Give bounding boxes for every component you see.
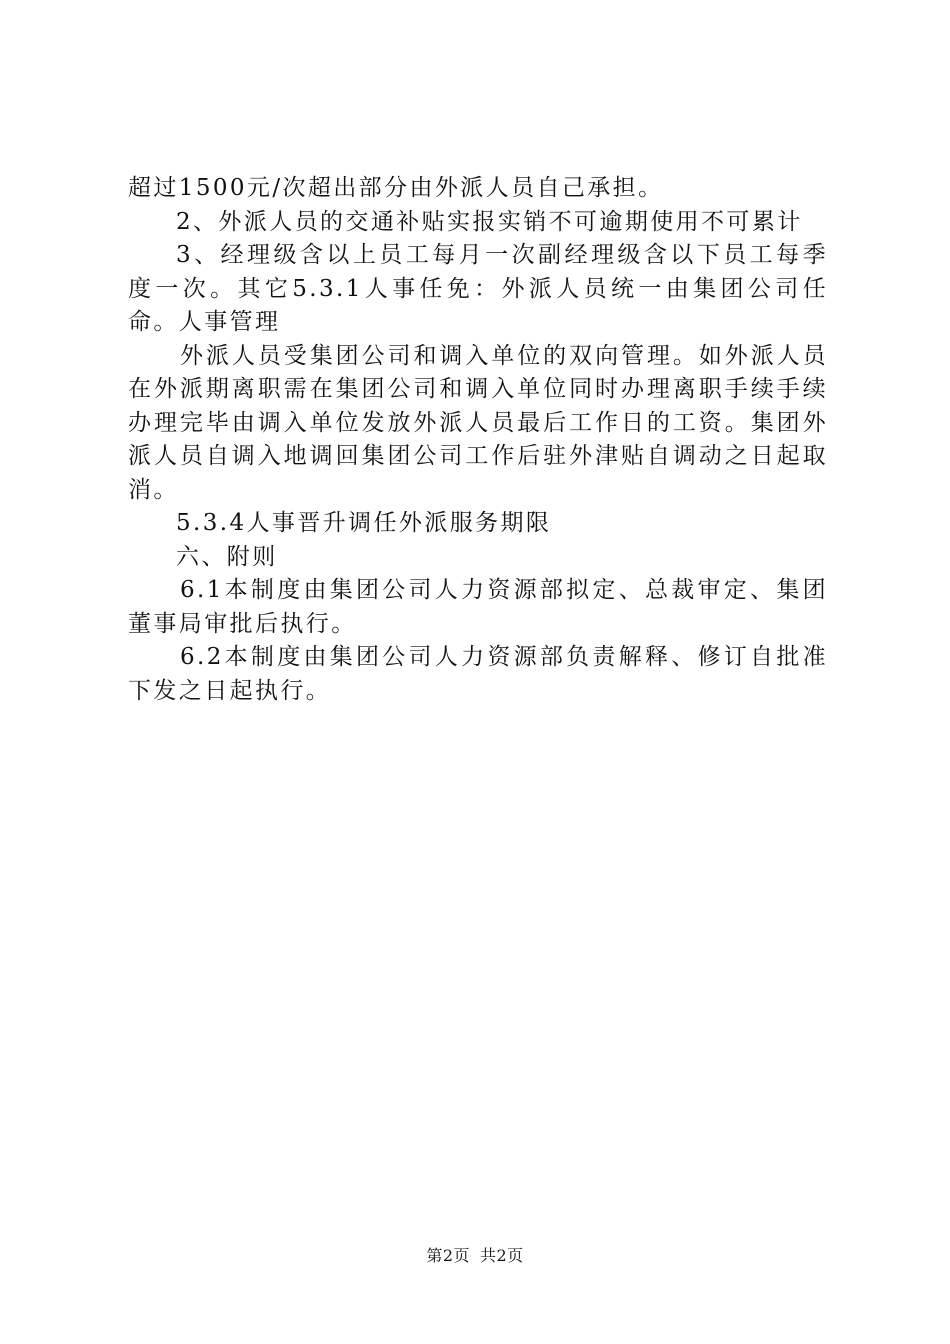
- paragraph-6-1: 6.1本制度由集团公司人力资源部拟定、总裁审定、集团董事局审批后执行。: [128, 577, 828, 637]
- section-heading-appendix: 六、附则: [176, 543, 278, 570]
- page-number: 第2页: [426, 1246, 470, 1265]
- page-total: 共2页: [480, 1246, 524, 1265]
- page-footer: [0, 1243, 950, 1266]
- paragraph-3: 3、经理级含以上员工每月一次副经理级含以下员工每季度一次。其它5.3.1人事任免：外派人员统一由集团公司任命。人事管理: [128, 242, 828, 335]
- paragraph-1: 超过1500元/次超出部分由外派人员自己承担。: [128, 175, 664, 201]
- paragraph-6-2: 6.2本制度由集团公司人力资源部负责解释、修订自批准下发之日起执行。: [128, 644, 828, 704]
- paragraph-2: 2、外派人员的交通补贴实报实销不可逾期使用不可累计: [176, 208, 803, 235]
- paragraph-5: 5.3.4人事晋升调任外派服务期限: [176, 510, 552, 536]
- paragraph-4: 外派人员受集团公司和调入单位的双向管理。如外派人员在外派期离职需在集团公司和调入单位同时办理离职手续手续办理完毕由调入单位发放外派人员最后工作日的工资。集团外派人员自调入地调回集团公司工作后驻外津贴自调动之日起取消。: [128, 342, 828, 503]
- document-body: [128, 172, 828, 708]
